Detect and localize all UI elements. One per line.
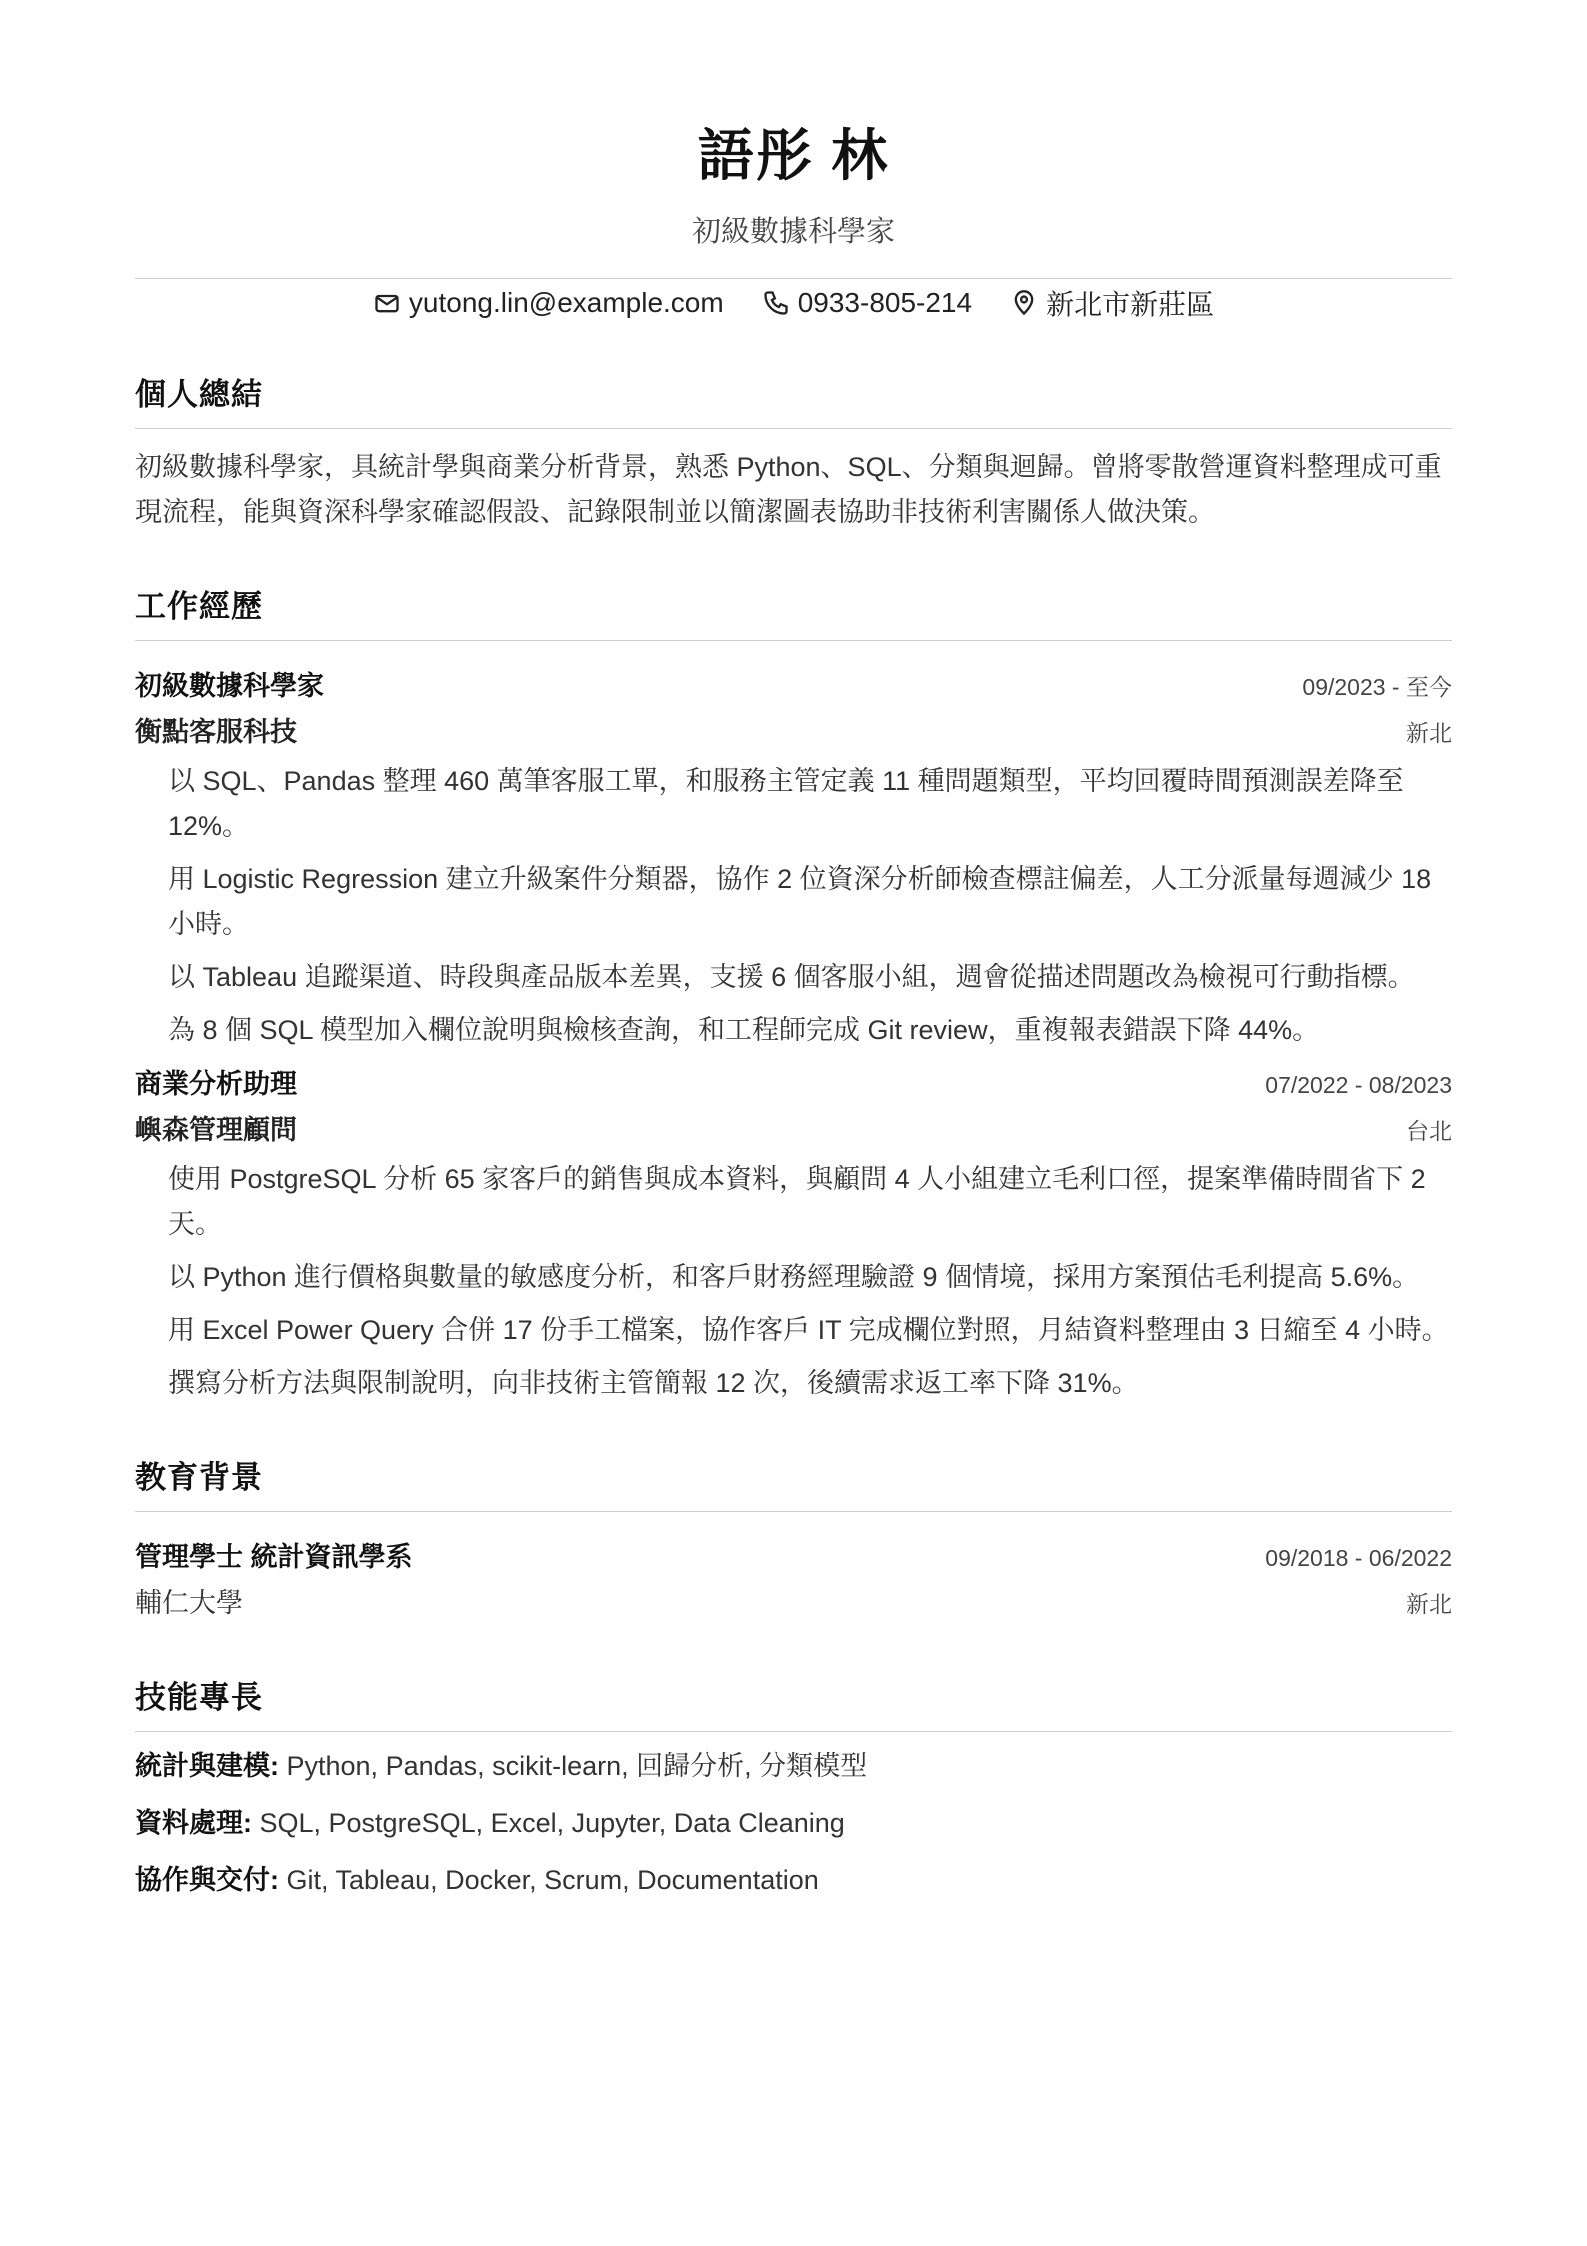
job-bullet: 使用 PostgreSQL 分析 65 家客戶的銷售與成本資料，與顧問 4 人小組建立毛利口徑，提案準備時間省下 2 天。 bbox=[168, 1163, 1426, 1239]
job-bullet: 用 Logistic Regression 建立升級案件分類器，協作 2 位資深分析師檢查標註偏差，人工分派量每週減少 18 小時。 bbox=[168, 863, 1432, 939]
experience-title: 工作經歷 bbox=[135, 581, 1452, 641]
job-location: 新北 bbox=[1406, 719, 1452, 746]
job-entry bbox=[135, 663, 1452, 1053]
job-bullet: 以 SQL、Pandas 整理 460 萬筆客服工單，和服務主管定義 11 種問題類型，平均回覆時間預測誤差降至 12%。 bbox=[168, 765, 1404, 841]
summary-title: 個人總結 bbox=[135, 369, 1452, 429]
skills-list bbox=[135, 1744, 1452, 1903]
education-section bbox=[135, 1452, 1452, 1626]
job-date: 07/2022 - 08/2023 bbox=[1265, 1071, 1452, 1098]
skill-row bbox=[135, 1858, 1452, 1903]
degree: 管理學士 統計資訊學系 bbox=[135, 1541, 413, 1572]
location-text: 新北市新莊區 bbox=[1046, 288, 1215, 320]
job-bullet: 為 8 個 SQL 模型加入欄位說明與檢核查詢，和工程師完成 Git review，重複報表錯誤下降 44%。 bbox=[168, 1014, 1320, 1045]
phone-text: 0933-805-214 bbox=[797, 286, 973, 318]
resume-header bbox=[135, 0, 1452, 250]
job-title: 商業分析助理 bbox=[135, 1068, 297, 1099]
candidate-role: 初級數據科學家 bbox=[691, 216, 895, 249]
job-bullet: 以 Tableau 追蹤渠道、時段與產品版本差異，支援 6 個客服小組，週會從描述問題改為檢視可行動指標。 bbox=[168, 961, 1415, 992]
education-entry bbox=[135, 1534, 1452, 1626]
skill-label: 資料處理: bbox=[135, 1807, 252, 1838]
company-name: 嶼森管理顧問 bbox=[135, 1114, 297, 1145]
skill-value: Python, Pandas, scikit-learn, 回歸分析, 分類模型 bbox=[279, 1750, 868, 1781]
skill-label: 統計與建模: bbox=[135, 1750, 279, 1781]
candidate-name: 語彤 林 bbox=[697, 124, 890, 187]
experience-section bbox=[135, 581, 1452, 1406]
company-name: 衡點客服科技 bbox=[135, 716, 297, 747]
education-date: 09/2018 - 06/2022 bbox=[1265, 1544, 1452, 1571]
job-title: 初級數據科學家 bbox=[135, 670, 324, 701]
skill-value: Git, Tableau, Docker, Scrum, Documentation bbox=[279, 1864, 819, 1895]
job-bullet: 撰寫分析方法與限制說明，向非技術主管簡報 12 次，後續需求返工率下降 31%。 bbox=[168, 1367, 1139, 1398]
job-bullets bbox=[135, 1157, 1452, 1406]
skills-title: 技能專長 bbox=[135, 1672, 1452, 1732]
email-text: yutong.lin@example.com bbox=[408, 286, 724, 318]
mail-icon bbox=[373, 289, 401, 317]
school-name: 輔仁大學 bbox=[135, 1587, 243, 1618]
summary-section bbox=[135, 369, 1452, 535]
job-date: 09/2023 - 至今 bbox=[1302, 673, 1452, 700]
skill-row bbox=[135, 1744, 1452, 1789]
skill-label: 協作與交付: bbox=[135, 1864, 279, 1895]
job-bullet: 用 Excel Power Query 合併 17 份手工檔案，協作客戶 IT 完成欄位對照，月結資料整理由 3 日縮至 4 小時。 bbox=[168, 1314, 1449, 1345]
phone-icon bbox=[762, 289, 790, 317]
education-location: 新北 bbox=[1406, 1590, 1452, 1617]
job-location: 台北 bbox=[1406, 1117, 1452, 1144]
summary-text: 初級數據科學家，具統計學與商業分析背景，熟悉 Python、SQL、分類與迴歸。曾將零散營運資料整理成可重現流程，能與資深科學家確認假設、記錄限制並以簡潔圖表協助非技術利害關係人做決策。 bbox=[135, 451, 1442, 527]
job-entry bbox=[135, 1061, 1452, 1406]
contact-bar bbox=[135, 278, 1452, 323]
contact-location bbox=[1010, 283, 1214, 323]
skill-row bbox=[135, 1801, 1452, 1846]
job-bullet: 以 Python 進行價格與數量的敏感度分析，和客戶財務經理驗證 9 個情境，採用方案預估毛利提高 5.6%。 bbox=[168, 1261, 1420, 1292]
contact-email[interactable] bbox=[373, 283, 724, 323]
skills-section bbox=[135, 1672, 1452, 1903]
location-pin-icon bbox=[1010, 289, 1038, 317]
education-title: 教育背景 bbox=[135, 1452, 1452, 1512]
contact-phone[interactable] bbox=[762, 283, 972, 323]
job-bullets bbox=[135, 759, 1452, 1053]
skill-value: SQL, PostgreSQL, Excel, Jupyter, Data Cleaning bbox=[252, 1807, 845, 1838]
